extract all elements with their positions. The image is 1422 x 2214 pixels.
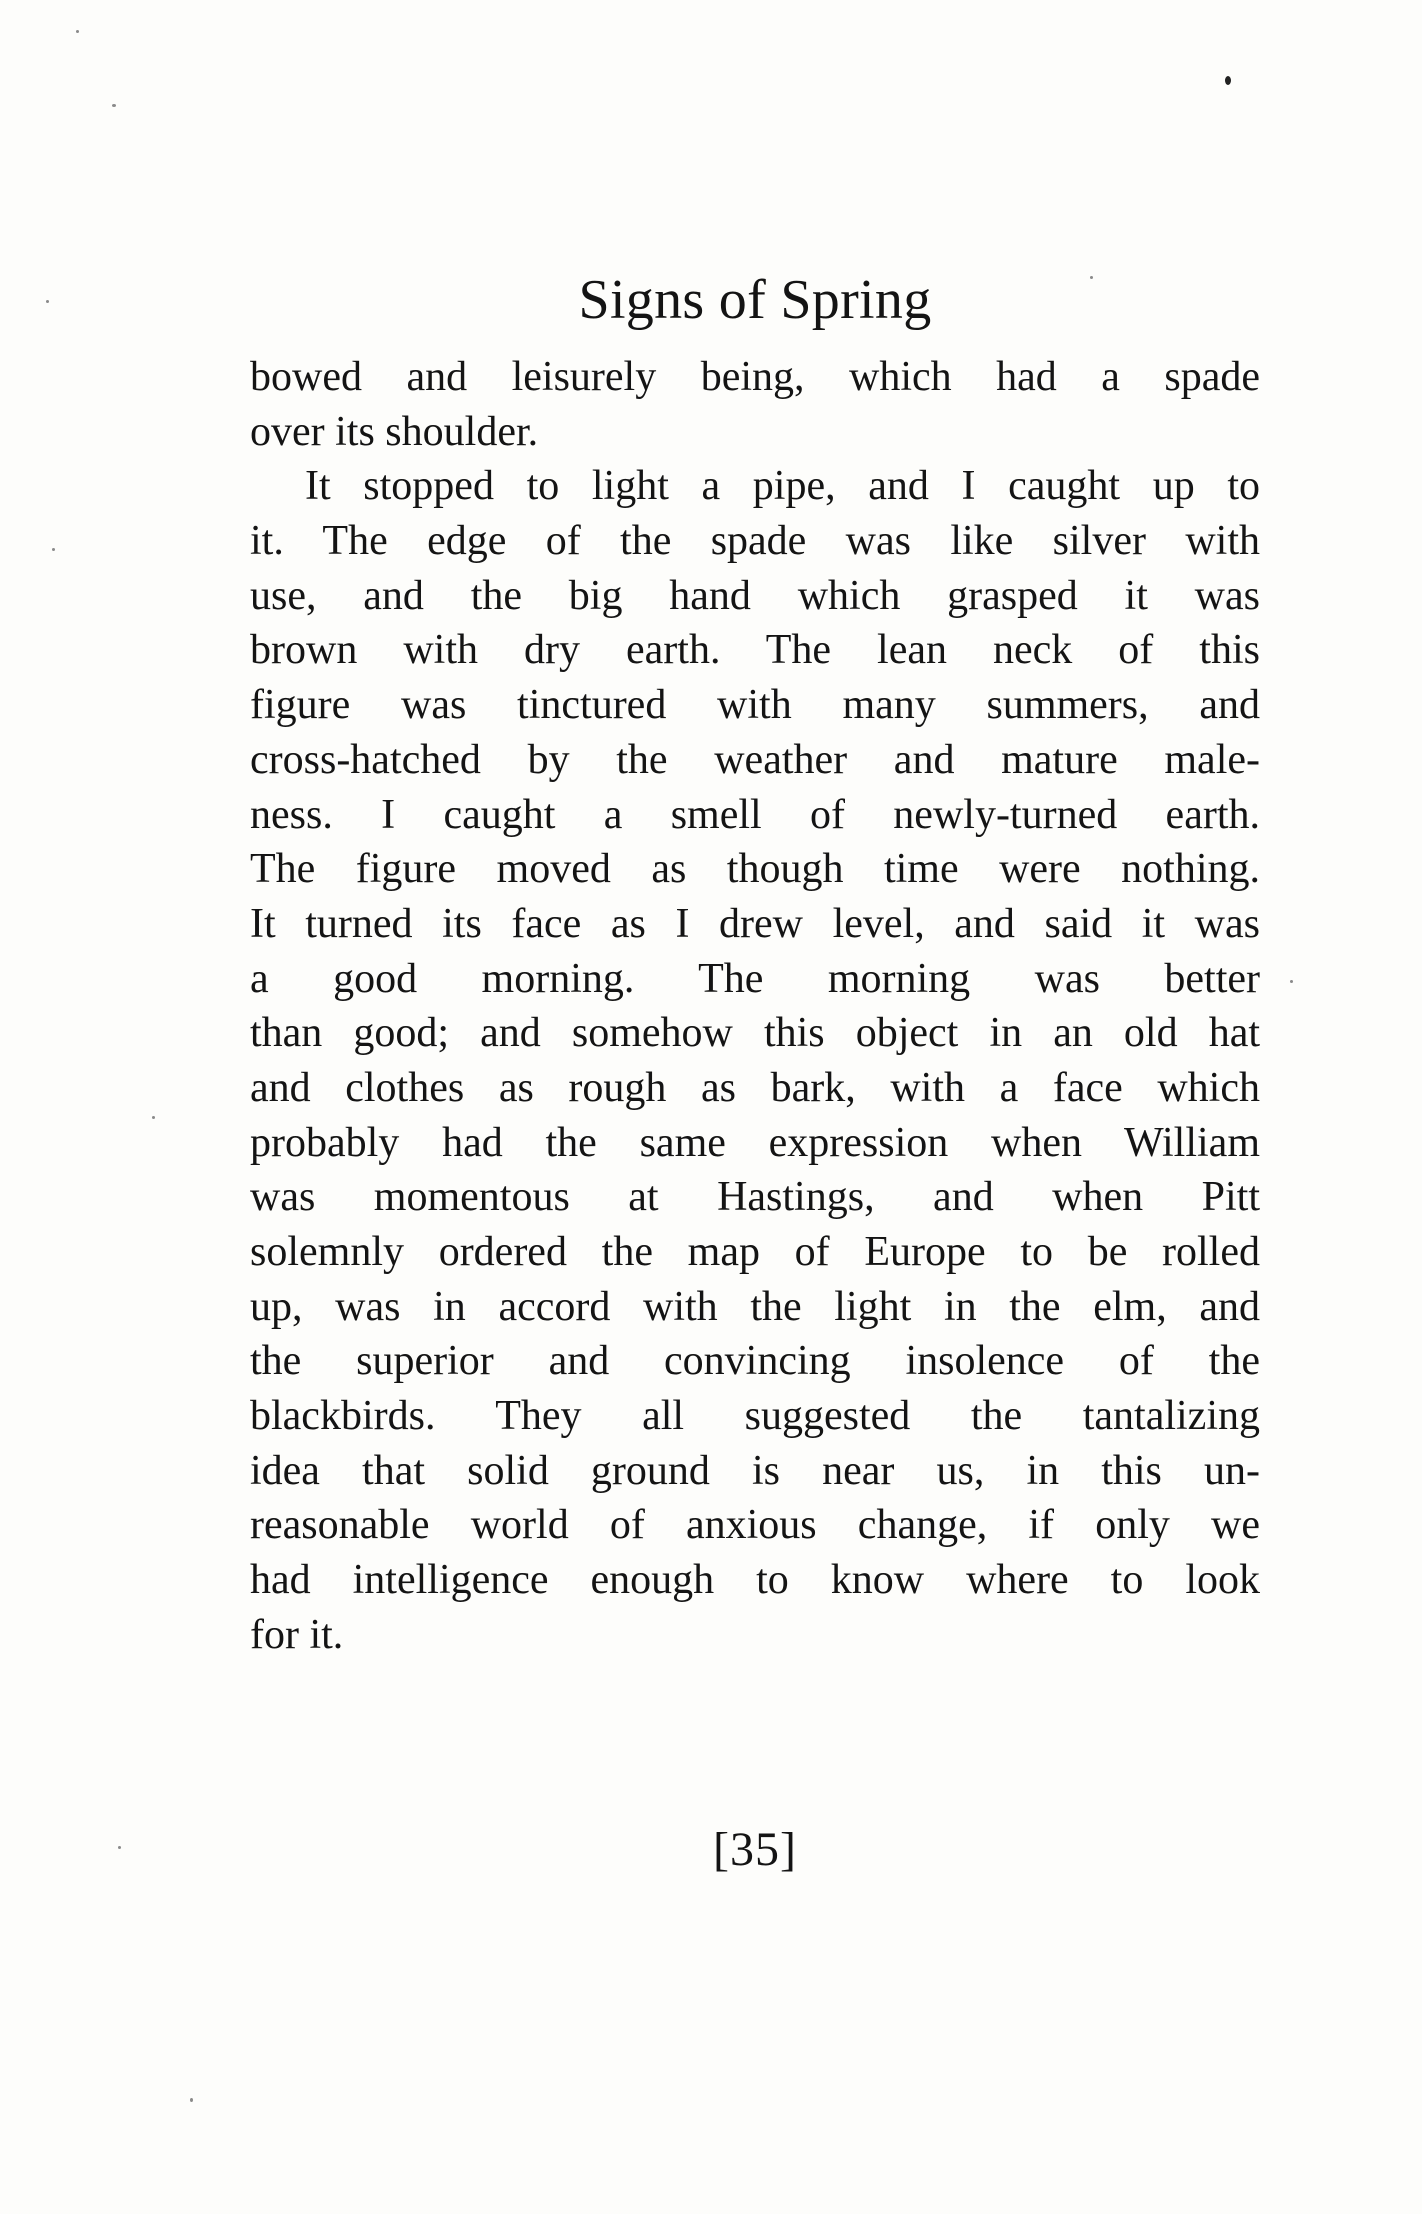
scan-speck (76, 30, 79, 33)
scan-speck (152, 1116, 155, 1119)
text-line: ness. I caught a smell of newly-turned earth. (250, 791, 1260, 838)
scan-speck (112, 104, 116, 107)
text-line: a good morning. The morning was better (250, 955, 1260, 1002)
text-line: for it. (250, 1611, 344, 1658)
text-line: reasonable world of anxious change, if only we (250, 1502, 1260, 1549)
text-line: brown with dry earth. The lean neck of this (250, 627, 1260, 674)
running-title: Signs of Spring (578, 269, 932, 331)
text-line: over its shoulder. (250, 408, 539, 455)
scan-speck (1090, 276, 1093, 279)
scan-speck (52, 548, 55, 551)
scan-speck (1290, 980, 1293, 983)
text-line: It turned its face as I drew level, and said it was (250, 900, 1260, 947)
scan-speck (1225, 76, 1231, 85)
scan-speck (46, 300, 49, 303)
scan-speck (190, 2098, 193, 2102)
body-text (250, 350, 1260, 1663)
text-line: It stopped to light a pipe, and I caught up to (305, 463, 1260, 510)
text-line: The figure moved as though time were nothing. (250, 846, 1260, 893)
text-line: the superior and convincing insolence of the (250, 1338, 1260, 1385)
text-line: and clothes as rough as bark, with a face which (250, 1064, 1260, 1111)
text-line: cross-hatched by the weather and mature male- (250, 736, 1260, 783)
text-line: up, was in accord with the light in the elm, and (250, 1283, 1260, 1330)
text-line: had intelligence enough to know where to look (250, 1557, 1260, 1604)
text-line: use, and the big hand which grasped it was (250, 572, 1260, 619)
text-line: probably had the same expression when William (250, 1119, 1260, 1166)
page-number: [35] (713, 1823, 797, 1876)
text-line: solemnly ordered the map of Europe to be rolled (250, 1229, 1260, 1275)
text-line: figure was tinctured with many summers, and (250, 682, 1260, 729)
text-line: was momentous at Hastings, and when Pitt (250, 1174, 1260, 1221)
text-line: it. The edge of the spade was like silver with (250, 518, 1260, 565)
text-line: bowed and leisurely being, which had a spade (250, 354, 1260, 400)
scan-speck (118, 1846, 121, 1849)
text-line: idea that solid ground is near us, in this un- (250, 1447, 1260, 1494)
text-line: than good; and somehow this object in an old hat (250, 1010, 1260, 1057)
text-line: blackbirds. They all suggested the tantalizing (250, 1393, 1260, 1440)
